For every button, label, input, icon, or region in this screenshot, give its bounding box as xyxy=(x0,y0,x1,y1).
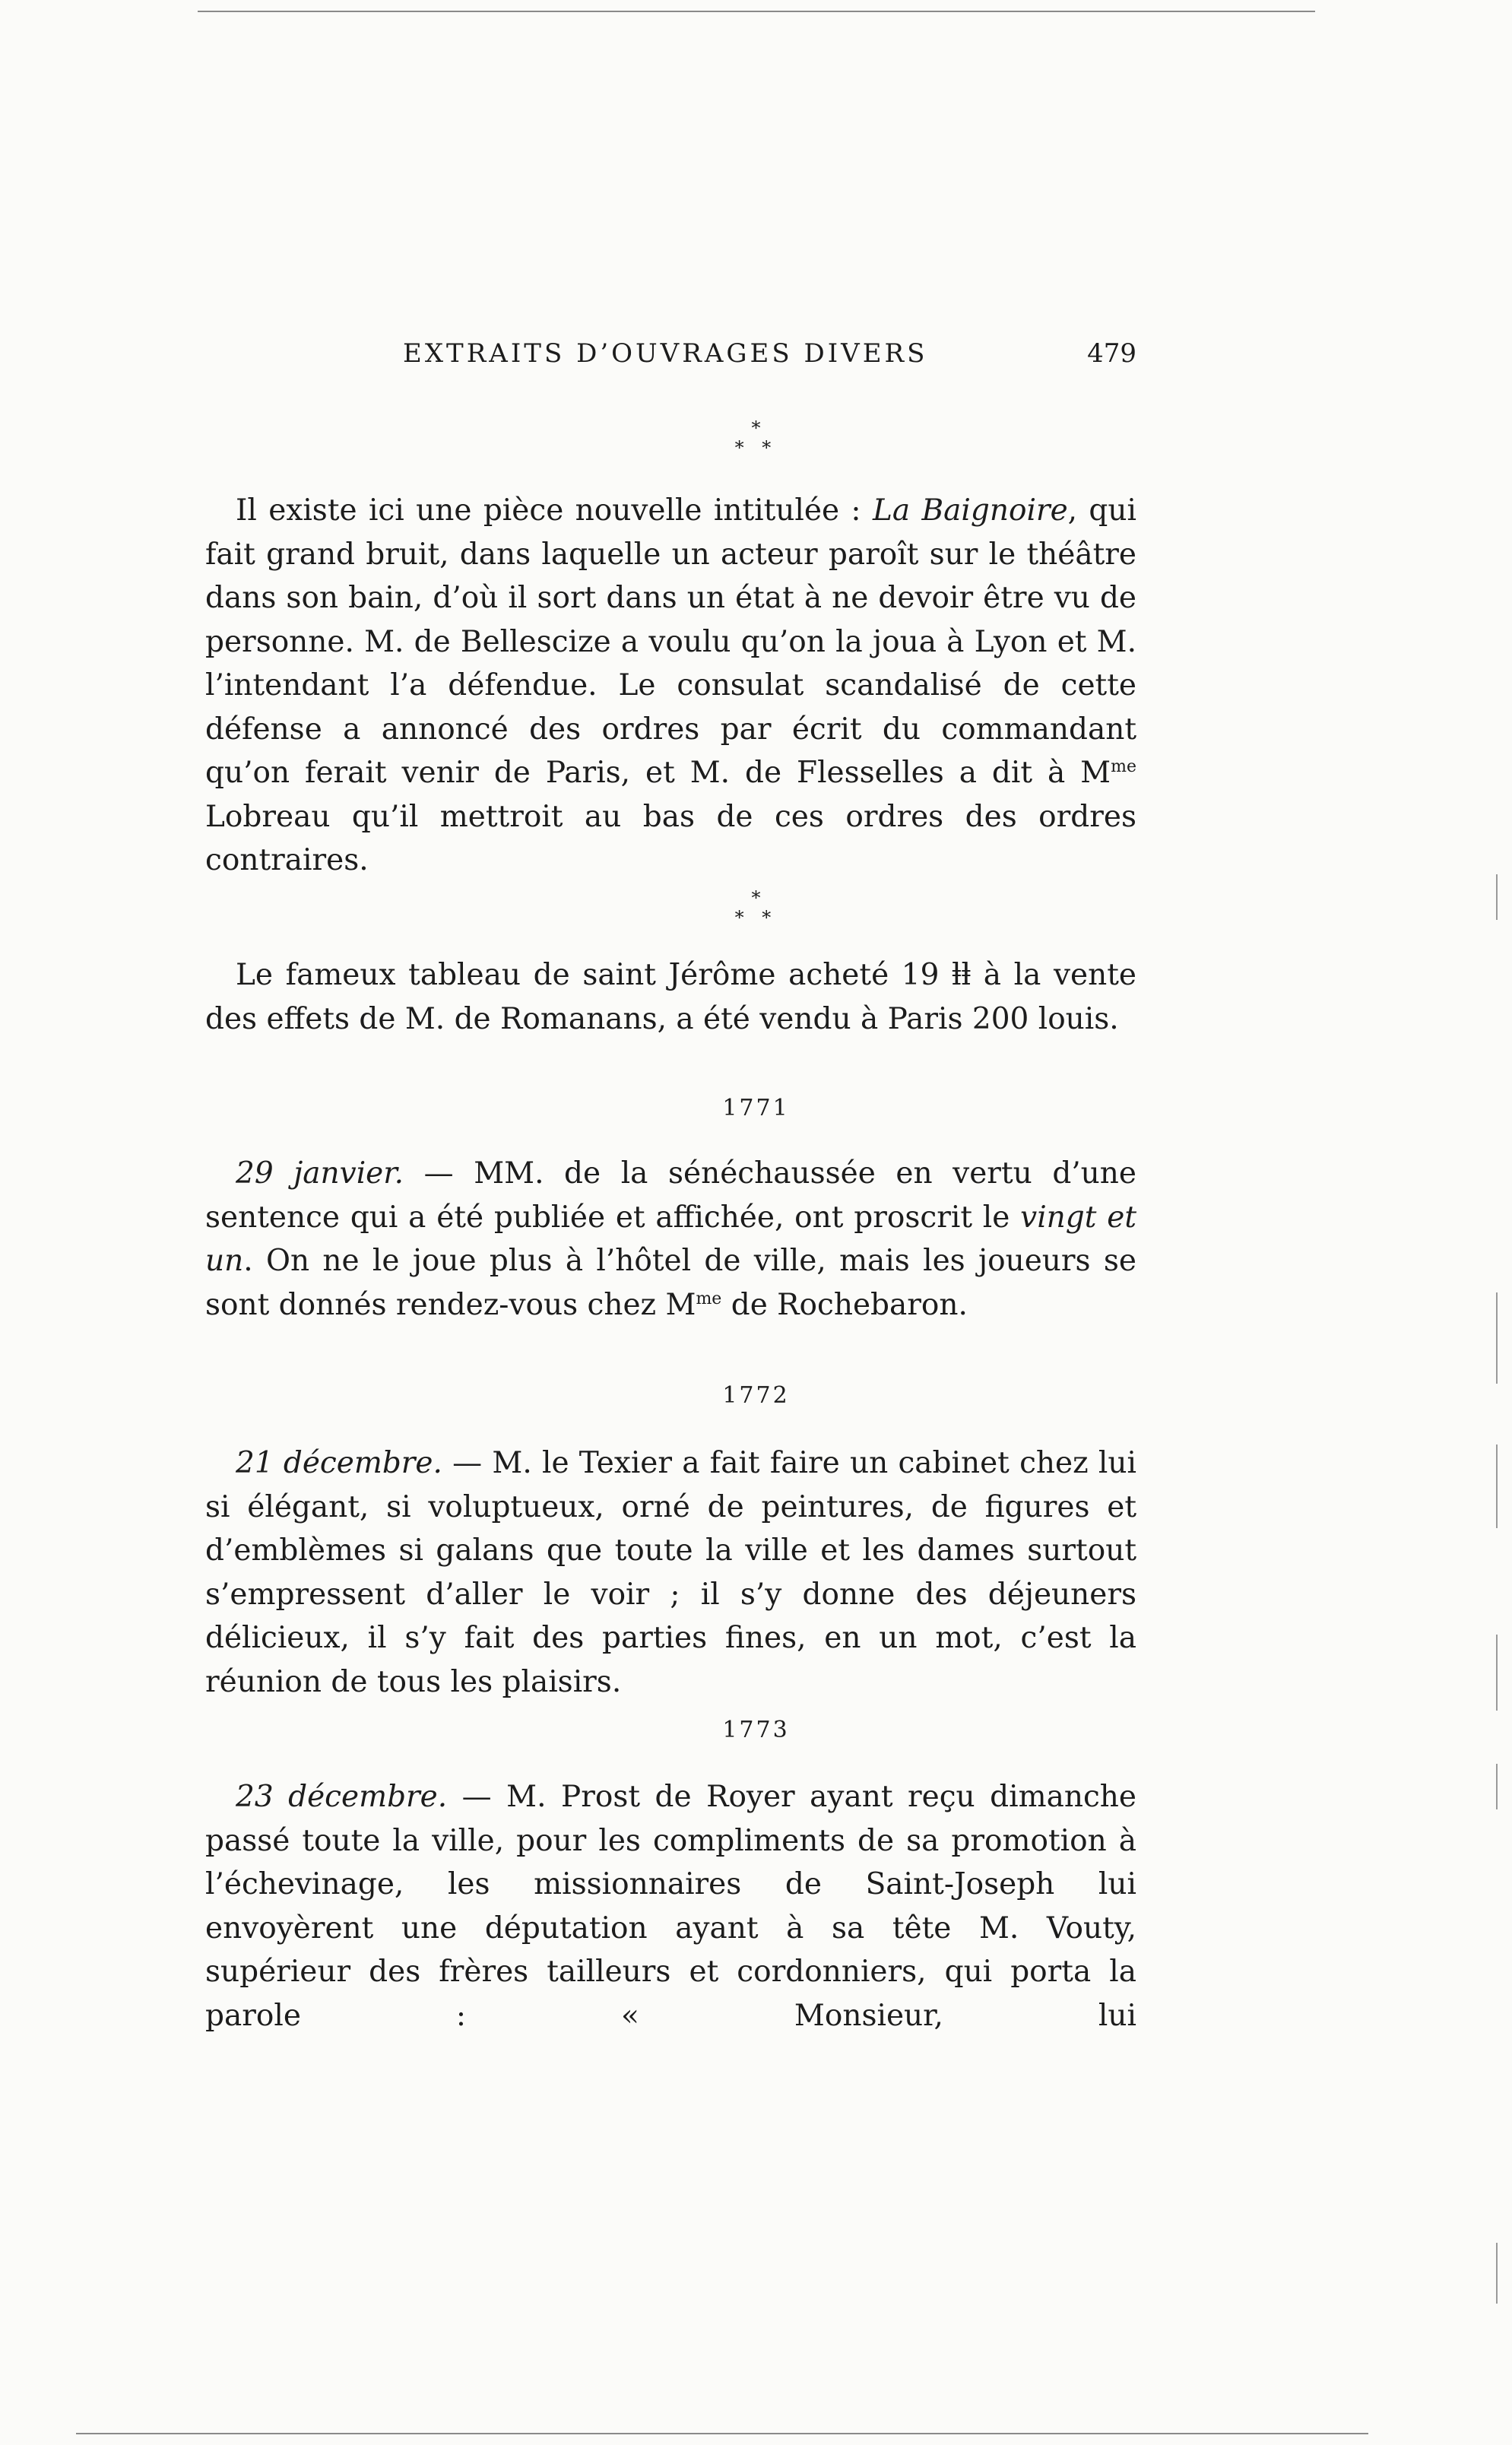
margin-mark xyxy=(1496,2243,1498,2304)
asterism-separator xyxy=(0,418,1512,458)
text-span: de Rochebaron. xyxy=(721,1287,968,1322)
running-title: EXTRAITS D’OUVRAGES DIVERS xyxy=(403,338,928,369)
paragraph-1773 xyxy=(205,1775,1136,2038)
scan-edge-bottom xyxy=(76,2433,1368,2434)
margin-mark xyxy=(1496,1444,1498,1528)
asterism-bottom-stars: * * xyxy=(734,437,778,458)
paragraph-baignoire xyxy=(205,489,1136,883)
paragraph-1771 xyxy=(205,1152,1136,1327)
text-span: . On ne le joue plus à l’hôtel de ville, mais les joueurs se sont donnés rendez-vous chez M xyxy=(205,1244,1136,1322)
text-span: , qui fait grand bruit, dans laquelle un acteur paroît sur le théâtre dans son bain, d’où il sort dans un état à ne devoir être vu de personne. M. de Bellescize a voulu qu’on la joua à Lyon et M. l’intendant l’a défendue. Le consulat scandalisé de cette défense a annoncé des ordres par écrit du commandant qu’on ferait venir de Paris, et M. de Flesselles a dit à M xyxy=(205,493,1136,790)
page-header xyxy=(403,331,1136,376)
entry-date: 21 décembre. xyxy=(236,1446,442,1480)
scan-edge-top xyxy=(198,11,1315,12)
text-span: Le fameux tableau de saint Jérôme acheté 19 ⱡⱡ à la vente des effets de M. de Romanans, a été vendu à Paris 200 louis. xyxy=(205,958,1136,1036)
margin-mark xyxy=(1496,1635,1498,1711)
play-title: La Baignoire xyxy=(872,493,1068,528)
game-name: vingt et un xyxy=(205,1200,1136,1278)
margin-mark xyxy=(1496,1764,1498,1809)
superscript: me xyxy=(1111,757,1136,776)
entry-date: 23 décembre. xyxy=(236,1780,448,1814)
text-span: — M. le Texier a fait faire un cabinet chez lui si élégant, si voluptueux, orné de peintures, de figures et d’emblèmes si galans que toute la ville et les dames surtout s’empressent d’aller le voir ; il s’y donne des déjeuners délicieux, il s’y fait des parties fines, en un mot, c’est la réunion de tous les plaisirs. xyxy=(205,1446,1136,1699)
paragraph-1772 xyxy=(205,1441,1136,1704)
year-heading-1771: 1771 xyxy=(722,1095,790,1121)
asterism-bottom-stars: * * xyxy=(734,907,778,928)
text-span: Il existe ici une pièce nouvelle intitulée : xyxy=(236,493,873,528)
year-heading-1773: 1773 xyxy=(722,1717,790,1743)
text-span: — MM. de la sénéchaussée en vertu d’une sentence qui a été publiée et affichée, ont proscrit le xyxy=(205,1156,1136,1235)
year-heading-1772: 1772 xyxy=(722,1382,790,1409)
asterism-separator xyxy=(0,888,1512,928)
superscript: me xyxy=(696,1289,722,1308)
paragraph-tableau xyxy=(205,953,1136,1041)
page-number: 479 xyxy=(1087,338,1136,369)
asterism-top-star: * xyxy=(751,887,761,909)
margin-mark xyxy=(1496,1292,1498,1384)
text-span: — M. Prost de Royer ayant reçu dimanche passé toute la ville, pour les compliments de sa promotion à l’échevinage, les missionnaires de Saint-Joseph lui envoyèrent une députation ayant à sa tête M. Vouty, supérieur des frères tailleurs et cordonniers, qui porta la parole : « Monsieur, lui xyxy=(205,1780,1137,2033)
text-span: Lobreau qu’il mettroit au bas de ces ordres des ordres contraires. xyxy=(205,799,1136,877)
entry-date: 29 janvier. xyxy=(236,1156,404,1191)
asterism-top-star: * xyxy=(751,417,761,439)
